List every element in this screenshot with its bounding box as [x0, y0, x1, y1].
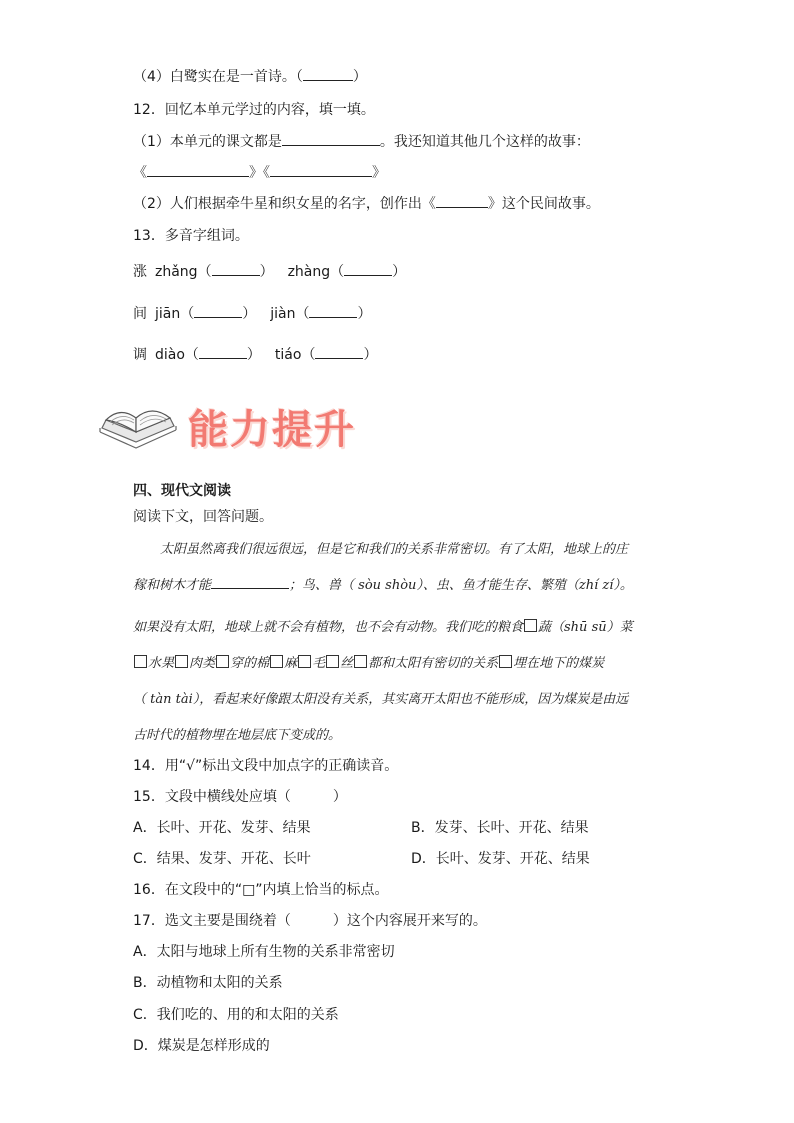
paren-close: ） [363, 347, 378, 363]
answer-blank[interactable] [199, 344, 247, 359]
passage-text: 古时代的植物埋在地层底下变成的。 [133, 728, 342, 743]
polyphone-char: 调 [133, 347, 147, 363]
passage-text: 太阳虽然离我们很远很远，但是它和我们的关系非常密切。有了太阳，地球上的庄 [160, 542, 629, 557]
paren-close: ） [242, 306, 257, 322]
pinyin: jiān [155, 306, 181, 322]
pinyin: diào [155, 347, 185, 363]
book-mark-open: 《 [133, 165, 147, 181]
polyphone-row [133, 344, 377, 364]
punctuation-box[interactable] [524, 619, 537, 632]
paren-open: （ [197, 264, 212, 280]
answer-blank[interactable] [436, 193, 488, 208]
punctuation-box[interactable] [270, 655, 283, 668]
passage-text: 如果没有太阳，地球上就不会有植物，也不会有动物。我们吃的粮食 [133, 620, 524, 635]
paren-close: ） [246, 347, 261, 363]
paren-close: ） [357, 306, 372, 322]
paren-open: （ [295, 306, 310, 322]
passage-text: （ tàn tài），看起来好像跟太阳没有关系，其实离开太阳也不能形成，因为煤炭是由远 [133, 692, 629, 707]
q17-option-a[interactable]: A．太阳与地球上所有生物的关系非常密切 [133, 944, 395, 960]
punctuation-box[interactable] [298, 655, 311, 668]
q12-title: 12．回忆本单元学过的内容，填一填。 [133, 102, 375, 118]
q12-1-text-b: 。我还知道其他几个这样的故事： [379, 134, 590, 150]
answer-blank[interactable] [344, 261, 392, 276]
pinyin: tiáo [274, 347, 302, 363]
q17-option-b[interactable]: B．动植物和太阳的关系 [133, 975, 283, 991]
passage-line-4 [133, 652, 663, 671]
punctuation-box[interactable] [134, 655, 147, 668]
answer-blank[interactable] [309, 303, 357, 318]
paren-close: ） [392, 264, 407, 280]
q11-4-text: （4）白鹭实在是一首诗。（ [133, 69, 303, 85]
answer-blank[interactable] [303, 66, 353, 81]
passage-text: 丝 [340, 656, 354, 671]
passage-line-5 [133, 688, 663, 707]
pinyin: jiàn [270, 306, 296, 322]
answer-blank[interactable] [270, 162, 372, 177]
answer-blank[interactable] [282, 131, 380, 146]
passage-text: 都和太阳有密切的关系 [368, 656, 499, 671]
punctuation-box[interactable] [175, 655, 188, 668]
passage-line-6 [133, 724, 663, 743]
q12-1-text-a: （1）本单元的课文都是 [133, 134, 282, 150]
passage-line-1 [160, 538, 690, 557]
answer-blank[interactable] [212, 261, 260, 276]
paren-close: ） [352, 69, 367, 85]
paren-open: （ [184, 347, 199, 363]
q15: 15．文段中横线处应填（ ） [133, 789, 347, 805]
polyphone-row [133, 261, 406, 281]
q13-title: 13．多音字组词。 [133, 228, 249, 244]
passage-text: 埋在地下的煤炭 [513, 656, 605, 671]
paren-open: （ [180, 306, 195, 322]
q14: 14．用“√”标出文段中加点字的正确读音。 [133, 758, 399, 774]
book-mark-close: 》 [372, 165, 386, 181]
passage-text: 穿的棉 [230, 656, 270, 671]
passage-text: 水果 [148, 656, 175, 671]
section-instruction: 阅读下文，回答问题。 [133, 509, 273, 525]
answer-blank[interactable] [315, 344, 363, 359]
punctuation-box[interactable] [499, 655, 512, 668]
q12-1-line [133, 131, 590, 151]
passage-line-3 [133, 616, 663, 635]
q11-4-line [133, 66, 367, 86]
passage-text: 肉类 [189, 656, 216, 671]
section-title: 四、现代文阅读 [133, 483, 231, 499]
passage-text: 麻 [284, 656, 298, 671]
q15-option-b[interactable]: B．发芽、长叶、开花、结果 [411, 820, 589, 836]
open-book-icon [96, 398, 180, 456]
q17-option-c[interactable]: C．我们吃的、用的和太阳的关系 [133, 1007, 339, 1023]
polyphone-char: 涨 [133, 264, 147, 280]
paren-open: （ [330, 264, 345, 280]
answer-blank[interactable] [211, 574, 289, 589]
q17: 17．选文主要是围绕着（ ）这个内容展开来写的。 [133, 913, 487, 929]
pinyin: zhǎng [155, 264, 198, 280]
pinyin: zhàng [287, 264, 331, 280]
polyphone-row [133, 303, 371, 323]
passage-line-2 [133, 574, 663, 593]
passage-text: ；鸟、兽（ sòu shòu）、虫、鱼才能生存、繁殖（zhí zí）。 [289, 578, 633, 593]
paren-open: （ [301, 347, 316, 363]
q12-2-text-b: 》这个民间故事。 [487, 196, 600, 212]
punctuation-box[interactable] [326, 655, 339, 668]
q16: 16．在文段中的“□”内填上恰当的标点。 [133, 882, 389, 898]
passage-text: 稼和树木才能 [133, 578, 212, 593]
answer-blank[interactable] [194, 303, 242, 318]
punctuation-box[interactable] [216, 655, 229, 668]
answer-blank[interactable] [147, 162, 249, 177]
q15-option-c[interactable]: C．结果、发芽、开花、长叶 [133, 851, 311, 867]
paren-close: ） [259, 264, 274, 280]
polyphone-char: 间 [133, 306, 147, 322]
banner-title: 能力提升 [188, 407, 356, 453]
passage-text: 蔬（shū sū）菜 [538, 620, 633, 635]
punctuation-box[interactable] [354, 655, 367, 668]
book-mark-mid: 》《 [249, 165, 270, 181]
q12-2-text-a: （2）人们根据牵牛星和织女星的名字，创作出《 [133, 196, 436, 212]
q17-option-d[interactable]: D．煤炭是怎样形成的 [133, 1038, 270, 1054]
q12-2-line [133, 193, 600, 213]
q12-1-stories-line [133, 162, 386, 182]
q15-option-a[interactable]: A．长叶、开花、发芽、结果 [133, 820, 311, 836]
q15-option-d[interactable]: D．长叶、发芽、开花、结果 [411, 851, 590, 867]
passage-text: 毛 [312, 656, 326, 671]
